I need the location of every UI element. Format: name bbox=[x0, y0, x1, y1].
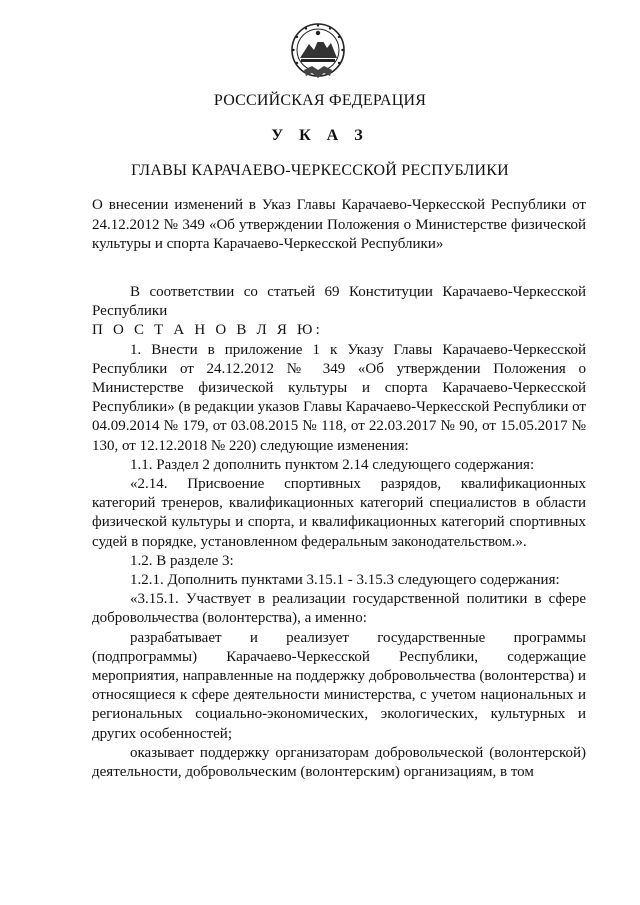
paragraph: 1.2.1. Дополнить пунктами 3.15.1 - 3.15.3 следующего содержания: bbox=[130, 572, 560, 589]
decree-word: П О С Т А Н О В Л Я Ю: bbox=[92, 322, 323, 339]
paragraph: «2.14. Присвоение спортивных разрядов, квалификационных категорий тренеров, квалификационных категорий специалистов в области физической культуры и спорта, и квалификационных категорий спортивных судей в порядке, установленном федеральным законодательством.». bbox=[92, 476, 586, 550]
paragraph: 1. Внести в приложение 1 к Указу Главы Карачаево-Черкесской Республики от 24.12.2012 № 349 «Об утверждении Положения о Министерстве физической культуры и спорта Карачаево-Черкесской Республики» (в редакции указов Главы Карачаево-Черкесской Республики от 04.09.2014 № 179, от 03.08.2015 № 118, от 22.03.2017 № 90, от 15.05.2017 № 130, от 12.12.2018 № 220) следующие изменения: bbox=[92, 341, 586, 454]
issuer-heading: ГЛАВЫ КАРАЧАЕВО-ЧЕРКЕССКОЙ РЕСПУБЛИКИ bbox=[131, 162, 509, 179]
paragraph: разрабатывает и реализует государственные программы (подпрограммы) Карачаево-Черкесской Республики, содержащие мероприятия, направленные на поддержку добровольчества (волонтерства) и относящиеся к сфере деятельности министерства, с учетом национальных и региональных социально-экономических, экологических, культурных и других особенностей; bbox=[92, 629, 586, 742]
republic-coat-of-arms-icon bbox=[290, 20, 346, 84]
document-subject: О внесении изменений в Указ Главы Карачаево-Черкесской Республики от 24.12.2012 № 349 «Об утверждении Положения о Министерстве физической культуры и спорта Карачаево-Черкесской Республики» bbox=[92, 197, 586, 252]
document-body bbox=[92, 283, 586, 782]
document-type-heading: У К А З bbox=[271, 127, 369, 144]
paragraph: оказывает поддержку организаторам добровольческой (волонтерской) деятельности, добровольческим (волонтерским) организациям, в том bbox=[92, 744, 586, 781]
paragraph: 1.2. В разделе 3: bbox=[130, 552, 234, 569]
federation-heading: РОССИЙСКАЯ ФЕДЕРАЦИЯ bbox=[213, 92, 427, 109]
paragraph: «3.15.1. Участвует в реализации государственной политики в сфере добровольчества (волонтерства), а именно: bbox=[92, 591, 586, 627]
preamble: В соответствии со статьей 69 Конституции Карачаево-Черкесской Республики bbox=[92, 284, 586, 320]
paragraph: 1.1. Раздел 2 дополнить пунктом 2.14 следующего содержания: bbox=[130, 456, 535, 473]
